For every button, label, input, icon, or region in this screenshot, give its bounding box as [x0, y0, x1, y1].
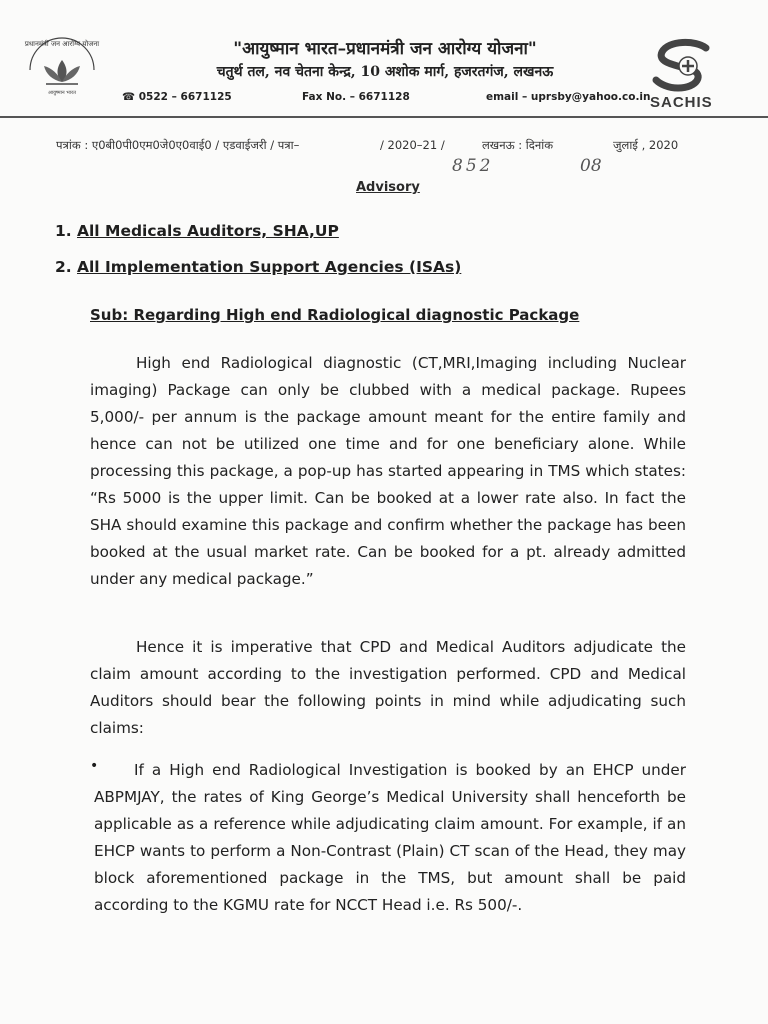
letter-month-year: जुलाई , 2020: [613, 138, 679, 152]
place-date-label: लखनऊ : दिनांक: [482, 138, 554, 152]
svg-text:आयुष्मान भारत: आयुष्मान भारत: [48, 90, 76, 96]
body-paragraph: High end Radiological diagnostic (CT,MRI,Imaging including Nuclear imaging) Package can only be clubbed with a medical package. Rupees 5,000/- per annum is the package amount meant for the entire family and hence can not be utilized one time and for one beneficiary alone. While processing this package, a pop-up has started appearing in TMS which states: “Rs 5000 is the upper limit. Can be booked at a lower rate also. In fact the SHA should examine this package and confirm whether the package has been booked at the usual market rate. Can be booked for a pt. already admitted under any medical package.”: [90, 354, 686, 588]
bullet-icon: •: [90, 758, 99, 774]
letter-year: / 2020–21 /: [380, 138, 445, 152]
subject-line: Sub: Regarding High end Radiological diagnostic Package: [90, 306, 580, 324]
document-heading: Advisory: [356, 180, 420, 195]
sachis-s-cross-icon: [648, 38, 718, 94]
office-address: चतुर्थ तल, नव चेतना केन्द्र, 10 अशोक मार्ग, हजरतगंज, लखनऊ: [216, 64, 554, 80]
header-divider: [0, 116, 768, 118]
telephone-icon: ☎: [122, 91, 136, 103]
handwritten-letter-number: 852: [452, 156, 494, 176]
body-paragraph: Hence it is imperative that CPD and Medical Auditors adjudicate the claim amount according to the investigation performed. CPD and Medical Auditors should bear the following points in mind while adjudicating such claims:: [90, 638, 686, 737]
fax-number: Fax No. – 6671128: [302, 91, 410, 103]
bullet-point: If a High end Radiological Investigation is booked by an EHCP under ABPMJAY, the rates of King George’s Medical University shall henceforth be applicable as a reference while adjudicating claim amount. For example, if an EHCP wants to perform a Non-Contrast (Plain) CT scan of the Head, they may block aforementioned package in the TMS, but amount shall be paid according to the KGMU rate for NCCT Head i.e. Rs 500/-.: [94, 761, 686, 914]
svg-text:प्रधानमंत्री जन आरोग्य योजना: प्रधानमंत्री जन आरोग्य योजना: [24, 40, 100, 48]
addressee-item: 2. All Implementation Support Agencies (ISAs): [55, 258, 462, 276]
addressee-item: 1. All Medicals Auditors, SHA,UP: [55, 222, 339, 240]
email-address: email – uprsby@yahoo.co.in: [486, 91, 651, 103]
sachis-brand: SACHIS: [650, 94, 713, 111]
handwritten-day: 08: [580, 156, 602, 176]
phone-number: ☎ 0522 – 6671125: [122, 91, 232, 103]
ayushman-bharat-logo-icon: [16, 30, 108, 100]
letter-number: पत्रांक : ए0बी0पी0एम0जे0ए0वाई0 / एडवाईजरी / पत्रा–: [56, 138, 300, 152]
scheme-title: "आयुष्मान भारत–प्रधानमंत्री जन आरोग्य योजना": [233, 39, 537, 59]
